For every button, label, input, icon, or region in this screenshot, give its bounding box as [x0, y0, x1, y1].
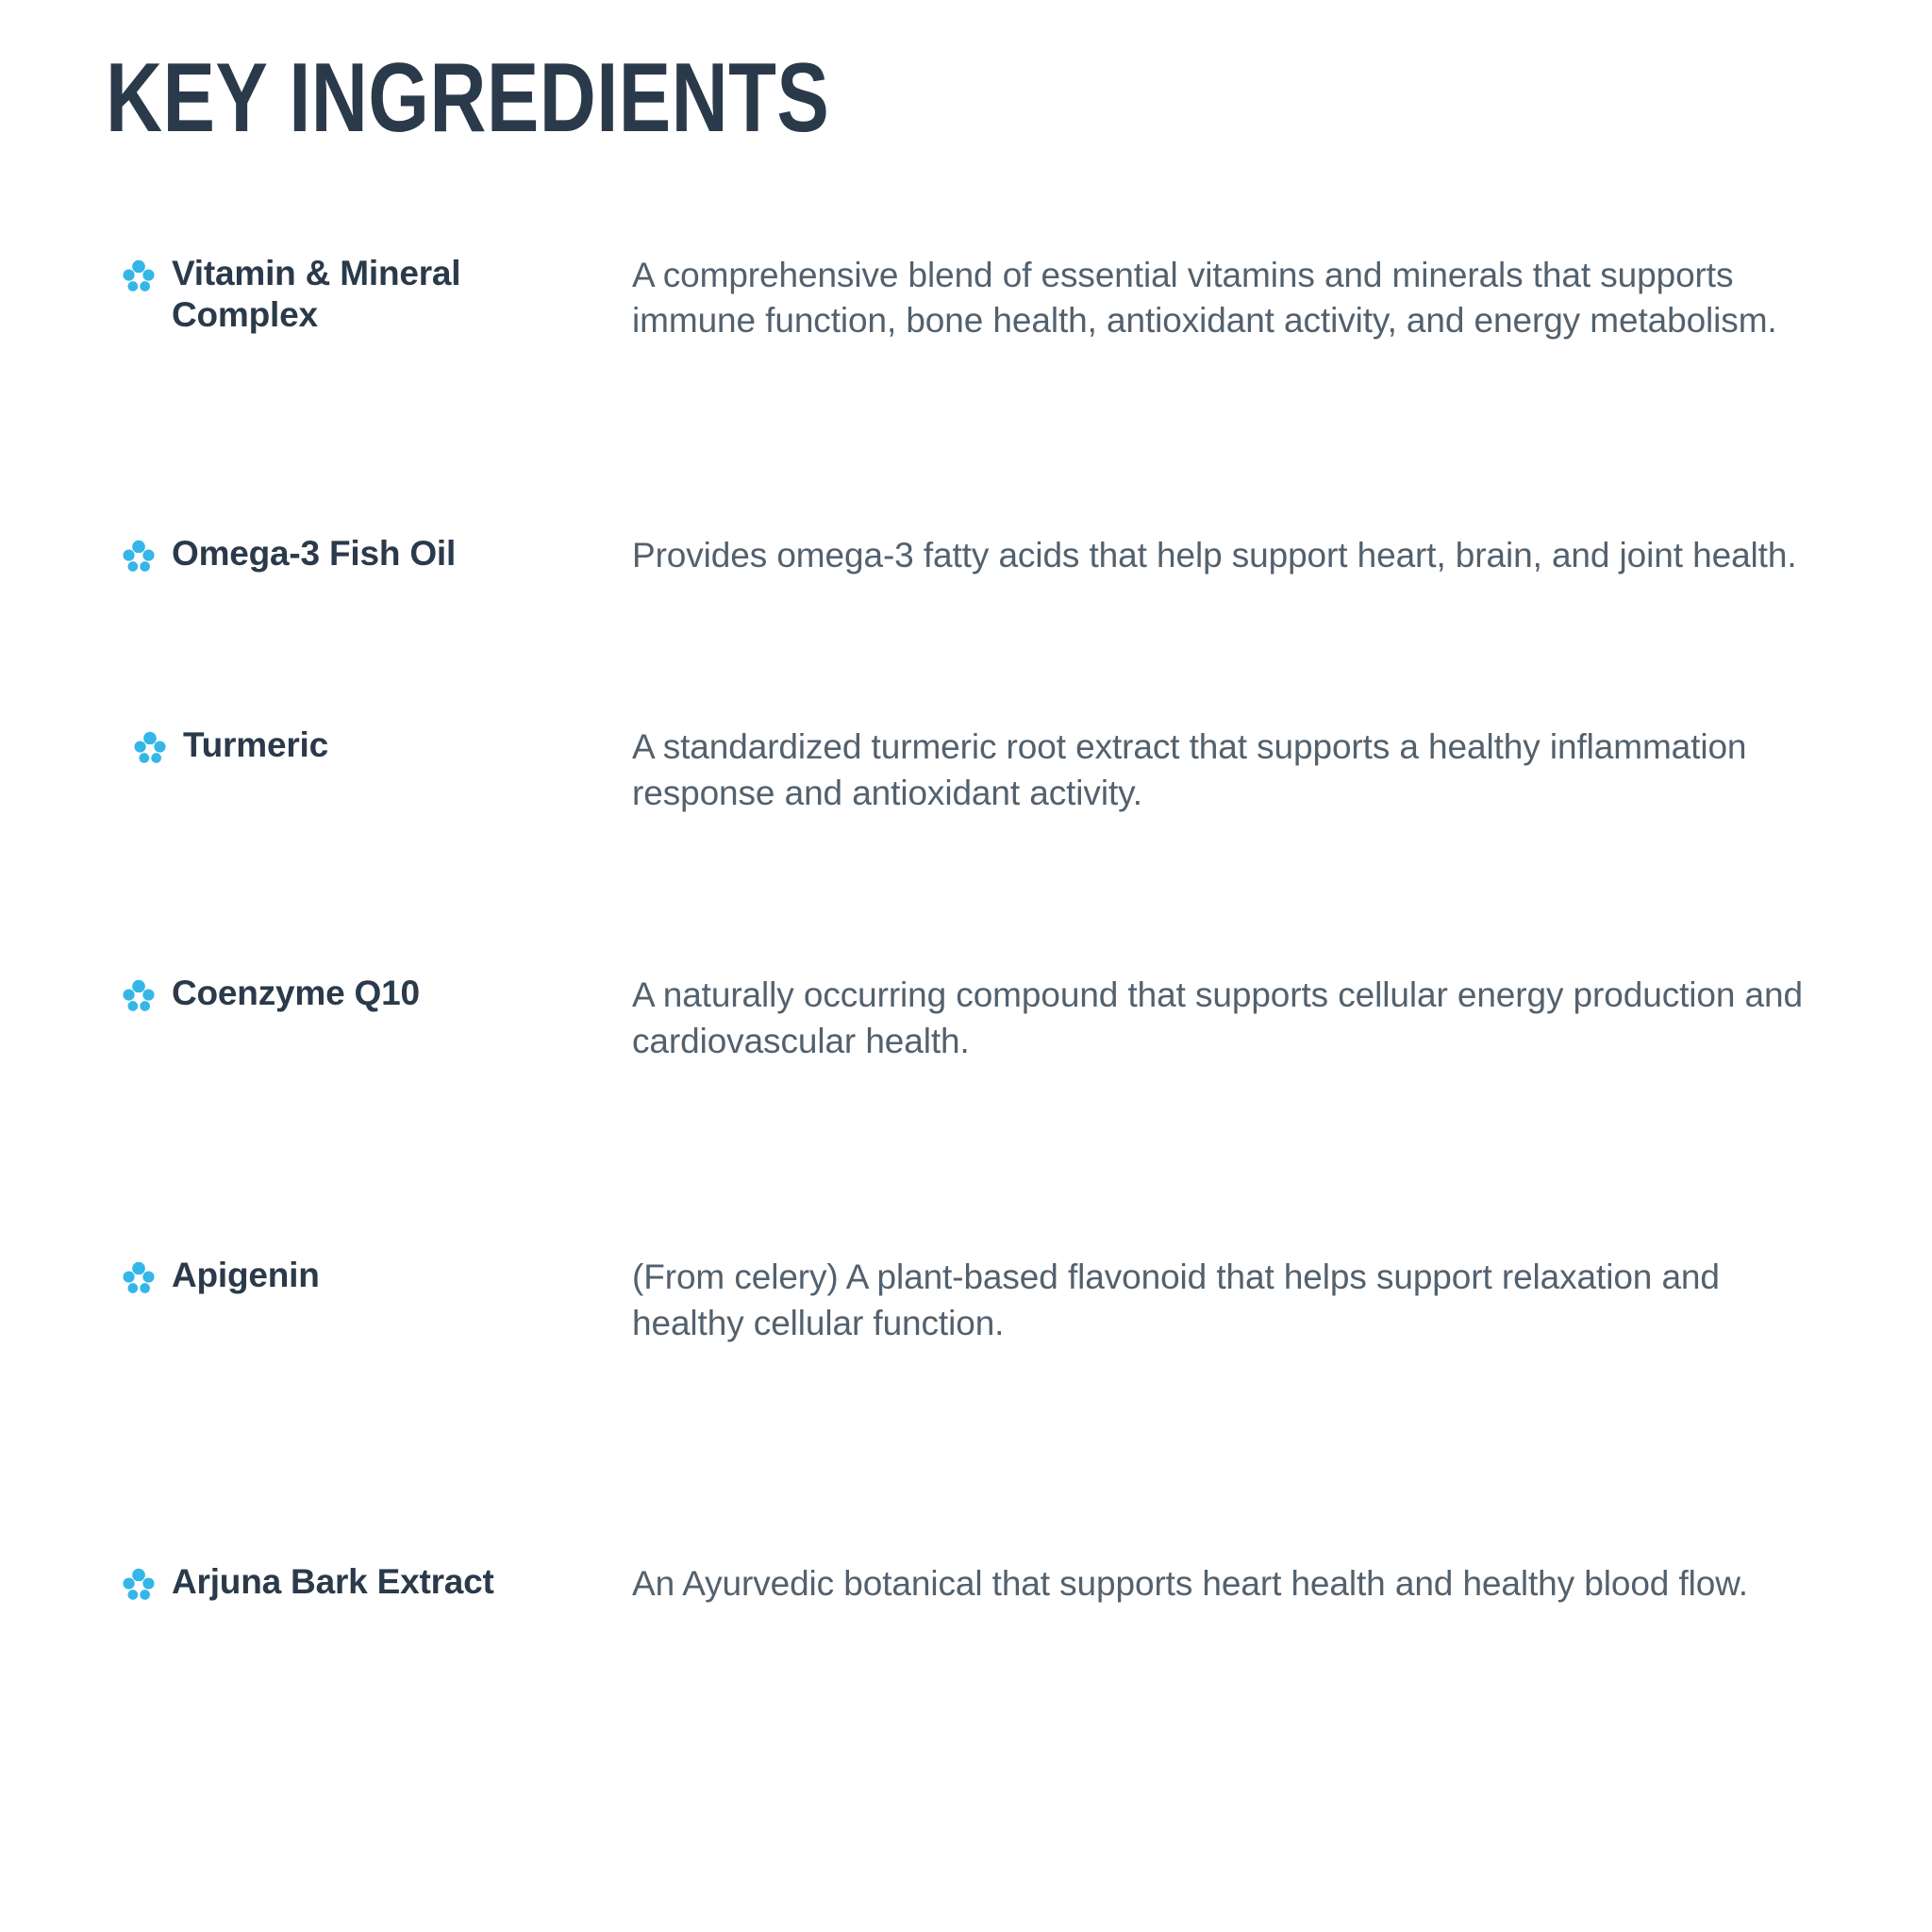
- ingredient-description: A comprehensive blend of essential vitamins and minerals that supports immune function, bone health, antioxidant activity, and energy metabolism.: [632, 256, 1777, 341]
- list-item: [0, 1561, 1932, 1607]
- ingredient-name: Turmeric: [183, 725, 328, 765]
- ingredient-name: Arjuna Bark Extract: [172, 1562, 494, 1602]
- list-item: [0, 533, 1932, 578]
- ingredient-description: A naturally occurring compound that supports cellular energy production and cardiovascular health.: [632, 975, 1803, 1060]
- ingredient-description-cell: [514, 533, 1932, 578]
- ingredient-name-cell: [0, 1255, 514, 1296]
- molecule-icon: [121, 1567, 157, 1603]
- ingredient-description-cell: [514, 253, 1932, 344]
- ingredient-name-cell: [0, 973, 514, 1014]
- molecule-icon: [132, 730, 168, 766]
- ingredient-name: Omega-3 Fish Oil: [172, 533, 457, 573]
- ingredient-description-cell: [514, 1255, 1932, 1346]
- ingredient-description: An Ayurvedic botanical that supports heart health and healthy blood flow.: [632, 1564, 1748, 1604]
- ingredient-name-cell: [0, 253, 514, 337]
- list-item: [0, 253, 1932, 344]
- list-item: [0, 724, 1932, 816]
- ingredient-name-cell: [0, 533, 514, 575]
- page-title: KEY INGREDIENTS: [106, 43, 830, 153]
- ingredient-name-cell: [0, 1561, 514, 1603]
- ingredient-description: Provides omega-3 fatty acids that help support heart, brain, and joint health.: [632, 535, 1797, 575]
- list-item: [0, 1255, 1932, 1346]
- ingredient-name: Apigenin: [172, 1256, 320, 1295]
- molecule-icon: [121, 258, 157, 294]
- ingredient-description-cell: [514, 724, 1932, 816]
- ingredient-name: Vitamin & Mineral Complex: [172, 254, 461, 335]
- ingredient-description: A standardized turmeric root extract that supports a healthy inflammation response and antioxidant activity.: [632, 727, 1747, 812]
- ingredient-description-cell: [514, 1561, 1932, 1607]
- ingredient-name-cell: [0, 724, 514, 766]
- molecule-icon: [121, 978, 157, 1014]
- ingredient-name: Coenzyme Q10: [172, 974, 420, 1013]
- molecule-icon: [121, 1260, 157, 1296]
- molecule-icon: [121, 539, 157, 575]
- ingredient-description-cell: [514, 973, 1932, 1064]
- ingredient-list: [0, 253, 1932, 1607]
- ingredient-description: (From celery) A plant-based flavonoid that helps support relaxation and healthy cellular function.: [632, 1257, 1720, 1342]
- list-item: [0, 973, 1932, 1064]
